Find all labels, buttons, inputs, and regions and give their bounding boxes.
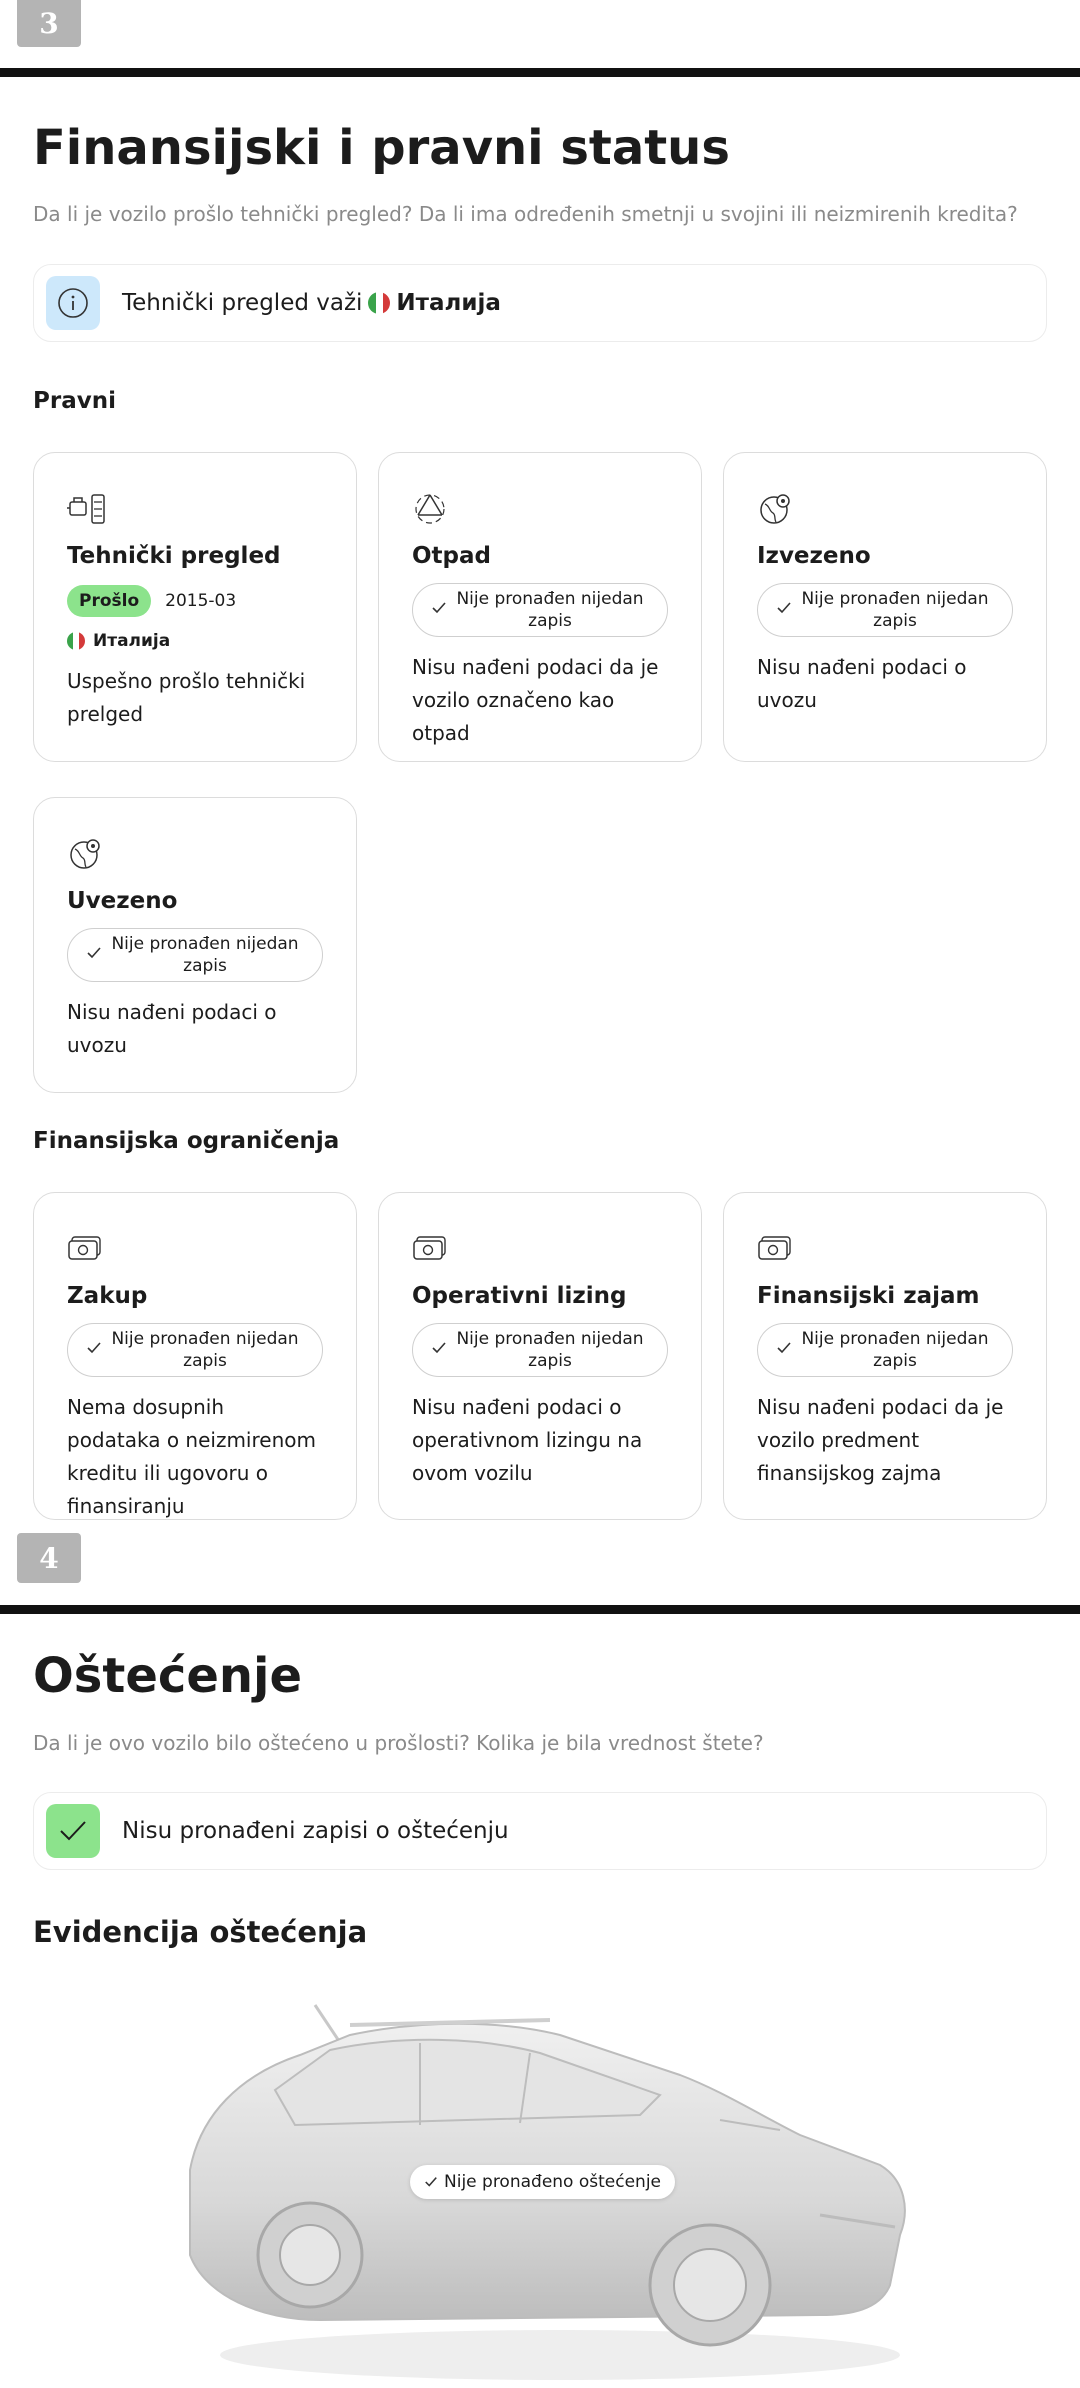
step-badge-3: 3: [17, 0, 81, 47]
section-divider: [0, 68, 1080, 77]
pill-text: Nije pronađen nijedan zapis: [801, 1329, 989, 1371]
legal-card-scrap: [378, 452, 702, 762]
pill-text: Nije pronađen nijedan zapis: [111, 1329, 299, 1371]
inspection-country: Италија: [93, 631, 171, 651]
engine-check-icon: [67, 489, 323, 529]
legal-card-exported: [723, 452, 1047, 762]
card-description: Nisu nađeni podaci da je vozilo predment finansijskog zajma: [757, 1395, 1004, 1485]
check-icon: [46, 1804, 100, 1858]
card-title: Tehnički pregled: [67, 543, 281, 569]
money-icon: [67, 1229, 323, 1269]
legal-card-imported: [33, 797, 357, 1093]
pill-text: Nije pronađen nijedan zapis: [801, 589, 989, 631]
finance-card-loan: [723, 1192, 1047, 1520]
recycle-icon: [412, 489, 668, 529]
card-title: Finansijski zajam: [757, 1283, 980, 1309]
finance-card-operating-lease: [378, 1192, 702, 1520]
card-title: Operativni lizing: [412, 1283, 627, 1309]
globe-import-icon: [67, 834, 323, 874]
card-description: Uspešno prošlo tehnički prelged: [67, 669, 306, 726]
finance-card-lease: [33, 1192, 357, 1520]
check-icon: [431, 600, 447, 620]
no-record-pill: [757, 583, 1013, 637]
damage-banner: [33, 1792, 1047, 1870]
inspection-date: 2015-03: [165, 591, 237, 611]
globe-export-icon: [757, 489, 1013, 529]
legal-group-label: Pravni: [33, 388, 116, 414]
pill-text: Nije pronađen nijedan zapis: [111, 934, 299, 976]
check-icon: [776, 600, 792, 620]
no-record-pill: [67, 928, 323, 982]
card-title: Uvezeno: [67, 888, 178, 914]
card-description: Nisu nađeni podaci o operativnom lizingu na ovom vozilu: [412, 1395, 643, 1485]
info-icon: [46, 276, 100, 330]
section-divider: [0, 1605, 1080, 1614]
check-icon: [86, 1340, 102, 1360]
no-record-pill: [412, 583, 668, 637]
card-title: Zakup: [67, 1283, 148, 1309]
pill-text: Nije pronađen nijedan zapis: [456, 589, 644, 631]
banner-country: Италија: [396, 290, 501, 316]
card-description: Nema dosupnih podataka o neizmirenom kreditu ili ugovoru o finansiranju: [67, 1395, 316, 1518]
page-title: Finansijski i pravni status: [33, 120, 730, 176]
status-badge: Prošlo: [67, 585, 151, 617]
italy-flag-icon: [67, 632, 85, 650]
technical-inspection-banner: [33, 264, 1047, 342]
no-record-pill: [412, 1323, 668, 1377]
finance-group-label: Finansijska ograničenja: [33, 1128, 340, 1154]
pill-text: Nije pronađen nijedan zapis: [456, 1329, 644, 1371]
check-icon: [431, 1340, 447, 1360]
card-description: Nisu nađeni podaci o uvozu: [757, 655, 967, 712]
damage-evidence-title: Evidencija oštećenja: [33, 1915, 368, 1949]
check-icon: [86, 945, 102, 965]
check-icon: [424, 2175, 438, 2189]
money-icon: [757, 1229, 1013, 1269]
no-damage-pill: [410, 2165, 675, 2199]
banner-text: Nisu pronađeni zapisi o oštećenju: [122, 1818, 509, 1844]
card-title: Otpad: [412, 543, 491, 569]
card-title: Izvezeno: [757, 543, 871, 569]
section-subtitle: Da li je vozilo prošlo tehnički pregled? Da li ima određenih smetnji u svojini ili neizmirenih kredita?: [33, 202, 1018, 226]
page-title: Oštećenje: [33, 1648, 303, 1704]
check-icon: [776, 1340, 792, 1360]
section-subtitle: Da li je ovo vozilo bilo oštećeno u prošlosti? Kolika je bila vrednost štete?: [33, 1731, 764, 1755]
card-description: Nisu nađeni podaci o uvozu: [67, 1000, 277, 1057]
money-icon: [412, 1229, 668, 1269]
no-record-pill: [67, 1323, 323, 1377]
italy-flag-icon: [368, 292, 390, 314]
legal-card-technical-inspection: [33, 452, 357, 762]
card-description: Nisu nađeni podaci da je vozilo označeno kao otpad: [412, 655, 659, 745]
no-damage-text: Nije pronađeno oštećenje: [444, 2172, 661, 2192]
banner-text: Tehnički pregled važi: [122, 290, 363, 316]
step-badge-4: 4: [17, 1533, 81, 1583]
no-record-pill: [757, 1323, 1013, 1377]
